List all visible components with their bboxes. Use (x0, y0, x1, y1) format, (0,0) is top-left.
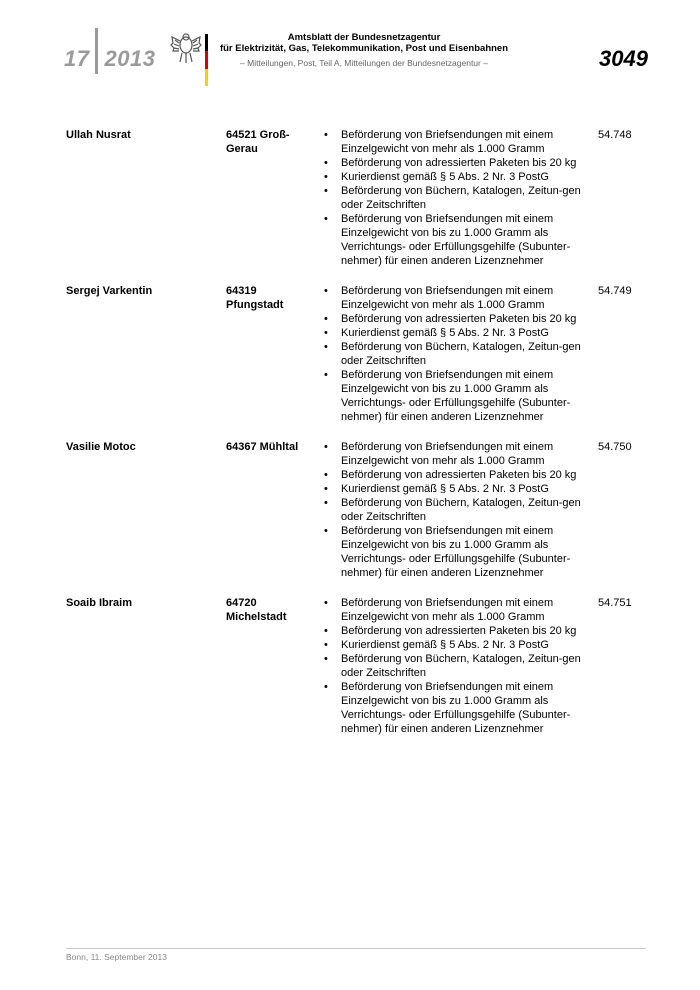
service-item (324, 482, 592, 496)
flag-stripe-black (205, 34, 208, 51)
licensee-place-line1: 64319 (226, 285, 257, 297)
service-text: Beförderung von adressierten Paketen bis 20 kg (341, 469, 577, 481)
federal-eagle-icon (170, 31, 202, 65)
service-text: Kurierdienst gemäß § 5 Abs. 2 Nr. 3 PostG (341, 639, 549, 651)
service-text: Beförderung von Briefsendungen mit einem Einzelgewicht von mehr als 1.000 Gramm (341, 285, 554, 311)
licensee-place-line2: Gerau (226, 143, 258, 155)
service-text: Beförderung von Briefsendungen mit einem Einzelgewicht von bis zu 1.000 Gramm als Verrichtungs- oder Erfüllungsgehilfe (Subunter-nehmer) für einen anderen Lizenznehmer (341, 525, 571, 579)
bullet-icon: • (324, 639, 328, 651)
service-list (324, 596, 592, 736)
licensee-place (226, 440, 316, 454)
service-list (324, 440, 592, 580)
bullet-icon: • (324, 525, 328, 537)
service-item (324, 596, 592, 624)
service-item (324, 624, 592, 638)
licensee-list (66, 128, 650, 752)
bullet-icon: • (324, 327, 328, 339)
registration-number: 54.749 (598, 285, 632, 297)
gazette-title-line1: Amtsblatt der Bundesnetzagentur (287, 32, 441, 43)
service-text: Kurierdienst gemäß § 5 Abs. 2 Nr. 3 PostG (341, 171, 549, 183)
bullet-icon: • (324, 213, 328, 225)
flag-stripe-red (205, 51, 208, 68)
gazette-subtitle: – Mitteilungen, Post, Teil A, Mitteilungen der Bundesnetzagentur – (240, 58, 488, 68)
licensee-place (226, 128, 316, 156)
footer-date: Bonn, 11. September 2013 (66, 952, 167, 962)
service-item (324, 184, 592, 212)
service-text: Beförderung von adressierten Paketen bis 20 kg (341, 313, 577, 325)
bullet-icon: • (324, 185, 328, 197)
licensee-entry (66, 128, 650, 268)
licensee-place (226, 284, 316, 312)
service-text: Beförderung von Briefsendungen mit einem Einzelgewicht von mehr als 1.000 Gramm (341, 597, 554, 623)
service-item (324, 680, 592, 736)
service-text: Beförderung von Briefsendungen mit einem Einzelgewicht von bis zu 1.000 Gramm als Verrichtungs- oder Erfüllungsgehilfe (Subunter-nehmer) für einen anderen Lizenznehmer (341, 681, 571, 735)
service-item (324, 212, 592, 268)
service-item (324, 128, 592, 156)
issue-separator (95, 28, 98, 74)
licensee-place-line2: Michelstadt (226, 611, 287, 623)
service-item (324, 156, 592, 170)
service-text: Beförderung von Büchern, Katalogen, Zeitun-gen oder Zeitschriften (341, 185, 581, 211)
service-text: Kurierdienst gemäß § 5 Abs. 2 Nr. 3 PostG (341, 483, 549, 495)
gazette-title (214, 32, 514, 54)
licensee-place-line2: Pfungstadt (226, 299, 284, 311)
service-text: Beförderung von Büchern, Katalogen, Zeitun-gen oder Zeitschriften (341, 341, 581, 367)
licensee-place-line1: 64521 Groß- (226, 129, 290, 141)
bullet-icon: • (324, 653, 328, 665)
bullet-icon: • (324, 441, 328, 453)
flag-bar (205, 34, 208, 86)
service-item (324, 496, 592, 524)
flag-stripe-gold (205, 69, 208, 86)
service-text: Beförderung von adressierten Paketen bis 20 kg (341, 625, 577, 637)
licensee-place (226, 596, 316, 624)
service-text: Beförderung von Briefsendungen mit einem Einzelgewicht von bis zu 1.000 Gramm als Verrichtungs- oder Erfüllungsgehilfe (Subunter-nehmer) für einen anderen Lizenznehmer (341, 369, 571, 423)
service-text: Kurierdienst gemäß § 5 Abs. 2 Nr. 3 PostG (341, 327, 549, 339)
footer-divider (66, 948, 646, 949)
gazette-title-line2: für Elektrizität, Gas, Telekommunikation, Post und Eisenbahnen (219, 43, 509, 54)
service-item (324, 340, 592, 368)
licensee-name: Vasilie Motoc (66, 441, 136, 453)
service-text: Beförderung von Büchern, Katalogen, Zeitun-gen oder Zeitschriften (341, 497, 581, 523)
bullet-icon: • (324, 469, 328, 481)
licensee-entry (66, 284, 650, 424)
service-item (324, 284, 592, 312)
licensee-entry (66, 440, 650, 580)
bullet-icon: • (324, 625, 328, 637)
bullet-icon: • (324, 129, 328, 141)
bullet-icon: • (324, 483, 328, 495)
page-header (0, 0, 700, 100)
licensee-place-line1: 64720 (226, 597, 257, 609)
service-text: Beförderung von adressierten Paketen bis 20 kg (341, 157, 577, 169)
licensee-place-line1: 64367 Mühltal (226, 441, 299, 453)
bullet-icon: • (324, 597, 328, 609)
service-text: Beförderung von Briefsendungen mit einem Einzelgewicht von mehr als 1.000 Gramm (341, 129, 554, 155)
licensee-name: Soaib Ibraim (66, 597, 133, 609)
service-item (324, 638, 592, 652)
service-item (324, 368, 592, 424)
issue-number-value: 17 (64, 45, 90, 71)
service-text: Beförderung von Briefsendungen mit einem Einzelgewicht von mehr als 1.000 Gramm (341, 441, 554, 467)
service-item (324, 170, 592, 184)
page-number: 3049 (599, 46, 648, 71)
service-list (324, 128, 592, 268)
bullet-icon: • (324, 171, 328, 183)
registration-number: 54.750 (598, 441, 632, 453)
service-text: Beförderung von Büchern, Katalogen, Zeitun-gen oder Zeitschriften (341, 653, 581, 679)
bullet-icon: • (324, 285, 328, 297)
licensee-name: Ullah Nusrat (66, 129, 131, 141)
service-item (324, 468, 592, 482)
bullet-icon: • (324, 681, 328, 693)
service-list (324, 284, 592, 424)
issue-number (64, 44, 155, 76)
licensee-entry (66, 596, 650, 736)
service-item (324, 440, 592, 468)
service-text: Beförderung von Briefsendungen mit einem Einzelgewicht von bis zu 1.000 Gramm als Verrichtungs- oder Erfüllungsgehilfe (Subunter-nehmer) für einen anderen Lizenznehmer (341, 213, 571, 267)
bullet-icon: • (324, 497, 328, 509)
registration-number: 54.748 (598, 129, 632, 141)
licensee-name: Sergej Varkentin (66, 285, 153, 297)
bullet-icon: • (324, 341, 328, 353)
registration-number: 54.751 (598, 597, 632, 609)
service-item (324, 652, 592, 680)
bullet-icon: • (324, 369, 328, 381)
service-item (324, 524, 592, 580)
service-item (324, 312, 592, 326)
service-item (324, 326, 592, 340)
bullet-icon: • (324, 157, 328, 169)
issue-year: 2013 (104, 45, 156, 71)
bullet-icon: • (324, 313, 328, 325)
